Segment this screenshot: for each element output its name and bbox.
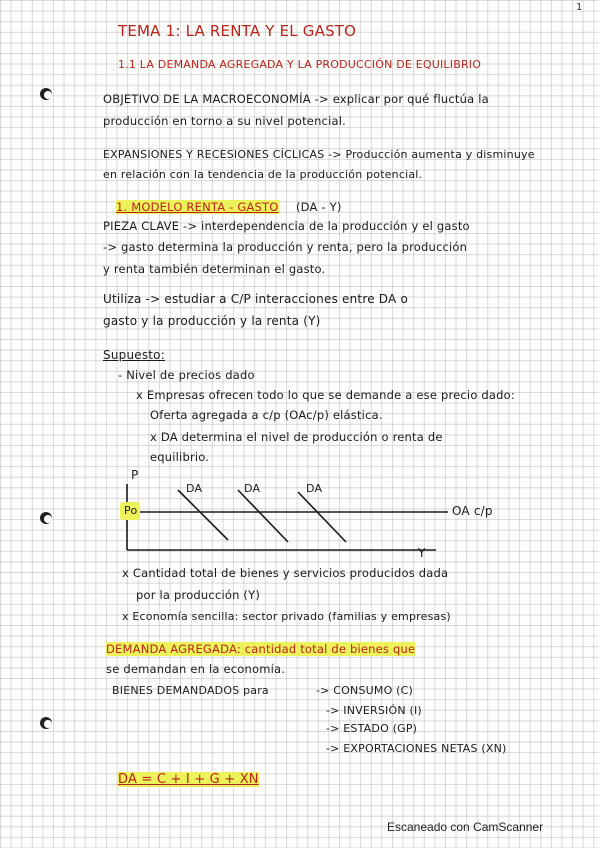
demand-label-1: DA [186,482,203,495]
assumption-line-2: x Empresas ofrecen todo lo que se demande a ese precio dado: [136,388,515,402]
assumption-line-3: Oferta agregada a c/p (OAc/p) elástica. [150,408,383,422]
goods-item-4: -> EXPORTACIONES NETAS (XN) [326,742,507,755]
assumption-heading: Supuesto: [103,348,165,362]
scanner-footer: Escaneado con CamScanner [387,820,544,834]
x-axis-label: Y [418,546,426,560]
model-abbrev: (DA - Y) [296,200,342,214]
goods-heading: BIENES DEMANDADOS para [112,684,269,697]
use-line-1: Utiliza -> estudiar a C/P interacciones entre DA o [103,292,408,306]
objective-line-1: OBJETIVO DE LA MACROECONOMÍA -> explicar por qué fluctúa la [103,92,489,106]
y-axis-label: P [131,468,139,482]
formula-text: DA = C + I + G + XN [118,772,259,787]
note-line-1: x Cantidad total de bienes y servicios producidos dada [122,566,449,580]
demand-curve-2 [238,490,288,542]
page-number: 1 [576,2,583,13]
goods-item-3: -> ESTADO (GP) [326,722,418,735]
supply-label: OA c/p [452,504,493,518]
page-title: TEMA 1: LA RENTA Y EL GASTO [118,22,357,40]
goods-item-2: -> INVERSIÓN (I) [326,704,422,717]
demand-label-2: DA [244,482,261,495]
note-line-3: x Economía sencilla: sector privado (familias y empresas) [122,610,451,623]
demand-curve-1 [178,490,228,540]
aggregate-demand-text: DEMANDA AGREGADA: cantidad total de bienes que [106,642,416,656]
assumption-line-5: equilibrio. [150,450,210,464]
aggregate-demand-line-1 [106,642,415,656]
key-piece-line-1: PIEZA CLAVE -> interdependencia de la producción y el gasto [103,219,470,233]
assumption-line-4: x DA determina el nivel de producción o renta de [150,430,443,444]
note-line-2: por la producción (Y) [136,588,261,602]
use-line-2: gasto y la producción y la renta (Y) [103,314,321,328]
expansions-line-2: en relación con la tendencia de la producción potencial. [103,168,423,181]
section-title: 1.1 LA DEMANDA AGREGADA Y LA PRODUCCIÓN DE EQUILIBRIO [118,58,482,71]
aggregate-demand-line-2: se demandan en la economía. [106,662,286,676]
demand-label-3: DA [306,482,323,495]
assumption-line-1: - Nivel de precios dado [118,368,255,382]
key-piece-line-3: y renta también determinan el gasto. [103,262,326,276]
goods-item-1: -> CONSUMO (C) [316,684,413,697]
demand-curve-3 [298,492,346,542]
formula [118,772,259,787]
key-piece-line-2: -> gasto determina la producción y renta, pero la producción [103,240,468,254]
objective-line-2: producción en torno a su nivel potencial. [103,114,346,128]
model-heading-text: 1. MODELO RENTA - GASTO [116,200,279,214]
price-label: Po [124,504,138,517]
expansions-line-1: EXPANSIONES Y RECESIONES CÍCLICAS -> Producción aumenta y disminuye [103,148,535,161]
